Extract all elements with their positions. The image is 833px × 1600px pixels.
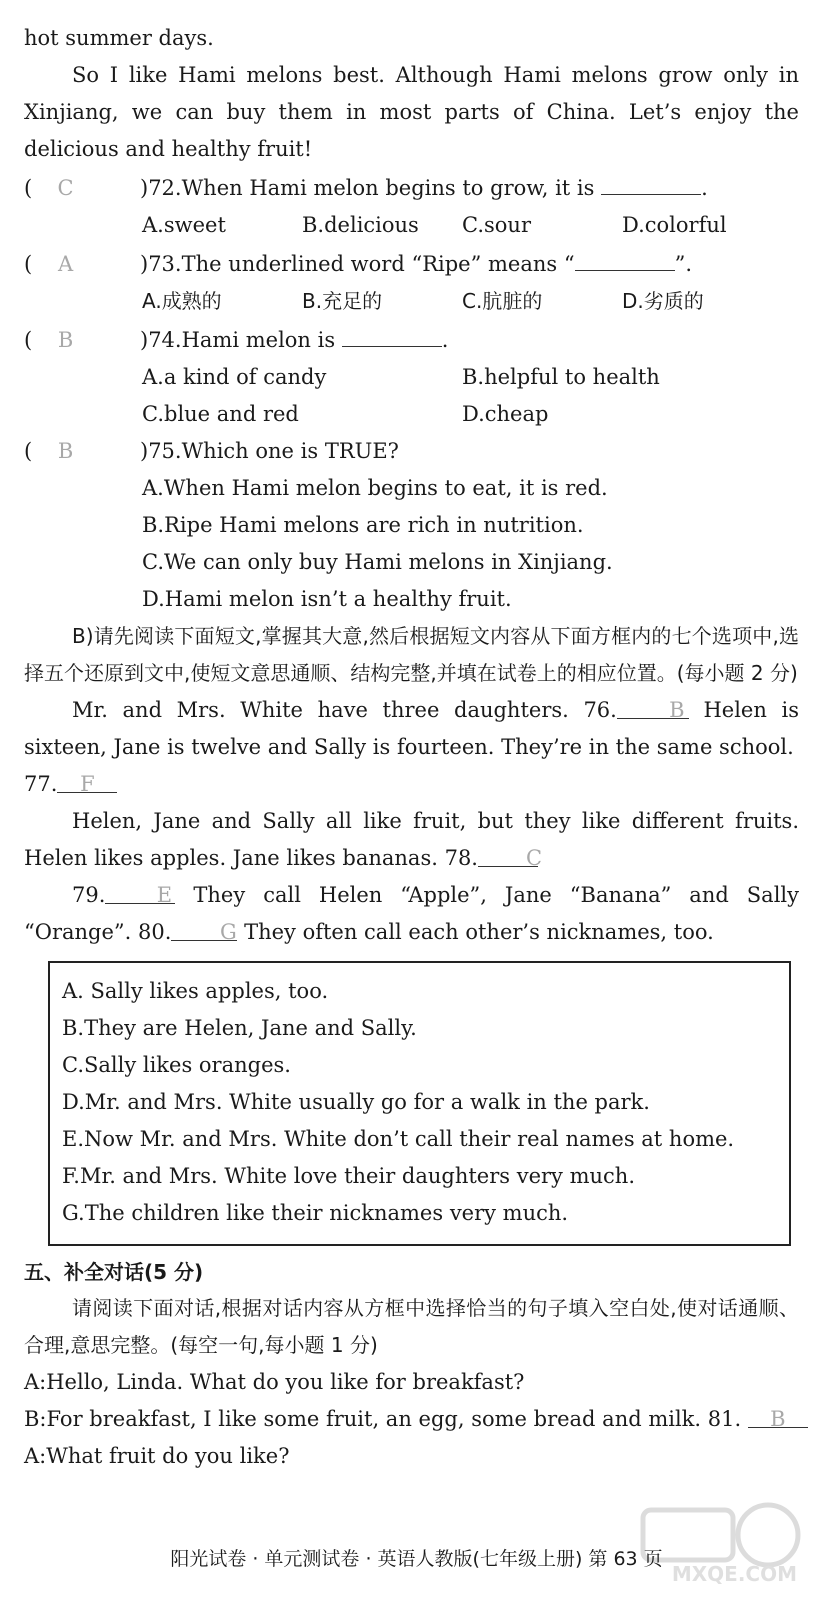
- blank-77: F: [57, 766, 117, 793]
- option: A.成熟的: [142, 289, 222, 313]
- partb-paragraph-1: Mr. and Mrs. White have three daughters. 76. B Helen is sixteen, Jane is twelve and Sally is fourteen. They’re in the same school.: [24, 692, 799, 766]
- answer-mark: C: [57, 176, 74, 200]
- blank-78: C: [478, 840, 538, 867]
- option: D.劣质的: [622, 289, 704, 313]
- box-option: A. Sally likes apples, too.: [62, 979, 329, 1003]
- watermark-text: MXQE.COM: [671, 1562, 797, 1586]
- question-75: [24, 433, 799, 618]
- option: D.Hami melon isn’t a healthy fruit.: [142, 587, 512, 611]
- answer-paren: ( A: [24, 246, 140, 283]
- option: A.a kind of candy: [142, 365, 327, 389]
- box-option: B.They are Helen, Jane and Sally.: [62, 1016, 417, 1040]
- box-option: F.Mr. and Mrs. White love their daughters very much.: [62, 1164, 635, 1188]
- box-option: G.The children like their nicknames very much.: [62, 1201, 569, 1225]
- dialog-line: B:For breakfast, I like some fruit, an egg, some bread and milk. 81. B: [24, 1401, 799, 1438]
- question-stem: )73.The underlined word “Ripe” means “ ”.: [140, 244, 692, 283]
- blank: [342, 320, 442, 347]
- answer-paren: ( B: [24, 433, 140, 470]
- partb-line-77: 77. F: [24, 766, 799, 803]
- question-stem: )75.Which one is TRUE?: [140, 439, 399, 463]
- options: [142, 283, 799, 320]
- page-footer: 阳光试卷 · 单元测试卷 · 英语人教版(七年级上册) 第 63 页: [170, 1548, 663, 1570]
- partb-paragraph-2: Helen, Jane and Sally all like fruit, but they like different fruits. Helen likes apples. Jane likes bananas. 78. C: [24, 809, 799, 870]
- answer-mark: B: [57, 328, 74, 352]
- options-box: [48, 961, 791, 1246]
- blank: [575, 244, 675, 271]
- answer-paren: ( B: [24, 322, 140, 359]
- box-option: E.Now Mr. and Mrs. White don’t call their real names at home.: [62, 1127, 735, 1151]
- blank: [601, 168, 701, 195]
- dialog-line: A:Hello, Linda. What do you like for breakfast?: [24, 1370, 525, 1394]
- box-option: D.Mr. and Mrs. White usually go for a walk in the park.: [62, 1090, 650, 1114]
- options: [142, 359, 799, 433]
- blank-76: B: [617, 692, 689, 719]
- option: B.delicious: [302, 213, 419, 237]
- options: [142, 207, 799, 244]
- blank-81: B: [748, 1401, 808, 1428]
- option: C.We can only buy Hami melons in Xinjiang.: [142, 550, 613, 574]
- question-73: [24, 244, 799, 320]
- option: D.colorful: [622, 213, 727, 237]
- question-72: [24, 168, 799, 244]
- option: B.充足的: [302, 289, 383, 313]
- option: C.肮脏的: [462, 289, 543, 313]
- answer-mark: B: [57, 439, 74, 463]
- dialog-line: A:What fruit do you like?: [24, 1444, 290, 1468]
- options: [142, 470, 799, 618]
- option: C.sour: [462, 213, 531, 237]
- question-74: [24, 320, 799, 433]
- exam-page: [24, 20, 799, 1475]
- option: A.When Hami melon begins to eat, it is red.: [142, 476, 608, 500]
- answer-mark: A: [57, 252, 74, 276]
- passage-paragraph: So I like Hami melons best. Although Hami melons grow only in Xinjiang, we can buy them in most parts of China. Let’s enjoy the delicious and healthy fruit!: [24, 63, 799, 161]
- passage-line: hot summer days.: [24, 26, 214, 50]
- option: C.blue and red: [142, 402, 299, 426]
- partb-paragraph-3: 79. E They call Helen “Apple”, Jane “Banana” and Sally “Orange”. 80. G They often call each other’s nicknames, too.: [24, 877, 799, 951]
- option: B.helpful to health: [462, 365, 660, 389]
- section-title: 五、补全对话(5 分): [24, 1260, 204, 1284]
- answer-paren: ( C: [24, 170, 140, 207]
- box-option: C.Sally likes oranges.: [62, 1053, 291, 1077]
- blank-80: G: [171, 914, 237, 941]
- partb-instructions: B)请先阅读下面短文,掌握其大意,然后根据短文内容从下面方框内的七个选项中,选择五个还原到文中,使短文意思通顺、结构完整,并填在试卷上的相应位置。(每小题 2 分): [24, 624, 799, 685]
- section-instructions: 请阅读下面对话,根据对话内容从方框中选择恰当的句子填入空白处,使对话通顺、合理,意思完整。(每空一句,每小题 1 分): [24, 1296, 799, 1357]
- blank-79: E: [105, 877, 175, 904]
- option: B.Ripe Hami melons are rich in nutrition.: [142, 513, 584, 537]
- option: D.cheap: [462, 402, 549, 426]
- question-stem: )72.When Hami melon begins to grow, it is .: [140, 168, 708, 207]
- question-stem: )74.Hami melon is .: [140, 320, 448, 359]
- option: A.sweet: [142, 213, 226, 237]
